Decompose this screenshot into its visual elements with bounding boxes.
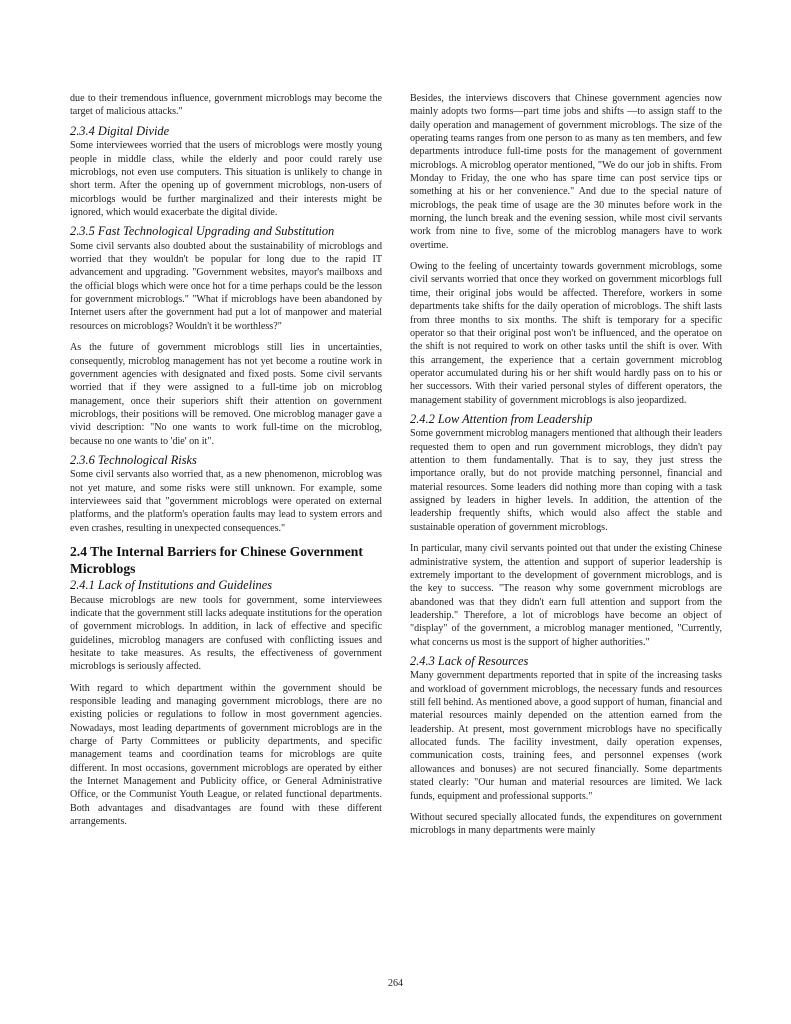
body-paragraph: Owing to the feeling of uncertainty towards government microblogs, some civil servants worried that once they worked on government micorblogs full time, their original jobs would be affected. Therefore, workers in some departments take shifts for the daily operation of microblogs. The shift lasts from three months to six months. The shift is temporary for a specific operator so that their original post won't be influenced, and the operatoe on the shift is not required to work on other tasks until the shift is over. With this arrangement, the experience that a certain government microblog operator accumulated during his or her shift would hardly pass on to his or her successors. With their varied personal styles of different operators, the management stability of government microblogs is also jeopardized. bbox=[410, 261, 722, 406]
body-paragraph: Some interviewees worried that the users of microblogs were mostly young people in middle class, while the elderly and poor could rarely use microblogs, not even use computers. This situation is unlikely to change in short term. After the opening up of government microblogs, non-users of micorblogs would be further marginalized and their interests might be ignored, which would exacerbate the digital divide. bbox=[70, 140, 382, 218]
body-paragraph: due to their tremendous influence, government microblogs may become the target of malicious attacks." bbox=[70, 93, 382, 118]
left-column bbox=[70, 92, 382, 828]
section-heading-2-4-1: 2.4.1 Lack of Institutions and Guidelines bbox=[70, 578, 273, 593]
body-paragraph: Some government microblog managers mentioned that although their leaders requested them to open and run government microblogs, they didn't pay attention to them fundamentally. That is to say, they just stress the importance orally, but do not provide matching personnel, financial and material resources. Some leaders did nothing more than coping with a task assigned by leaders in higher levels. In addition, the attention of the leadership frequently shifts, which would also affect the stable and sustainable operation of government microblogs. bbox=[410, 428, 722, 533]
body-paragraph: Without secured specially allocated funds, the expenditures on government microblogs in many departments were mainly bbox=[410, 811, 722, 837]
body-paragraph: Some civil servants also doubted about the sustainability of microblogs and worried that they wouldn't be popular for long due to the rapid IT advancement and upgrading. "Government websites, mayor's mailboxs and the official blogs which were once hot for a time perhaps could be the lesson for government microblogs." "What if microblogs have been abandoned by Internet users after the government had put a lot of manpower and material resources on microblogs? Wouldn't it be worthless?" bbox=[70, 240, 382, 332]
body-paragraph: Many government departments reported that in spite of the increasing tasks and workload of government microblogs, the necessary funds and resources still fell behind. As mentioned above, a good support of human, financial and material resources mainly depended on the attention earned from the leadership. At present, most government microblogs have no specifically allocated funds. The facility investment, daily operation expenses, communication costs, training fees, and personnel expenses (work allowances and bonuses) are not secured financially. Some departments stated clearly: "Our human and material resources are limited. We lack funds, equipment and professional supports." bbox=[410, 670, 722, 802]
body-paragraph: Because microblogs are new tools for government, some interviewees indicate that the government still lacks adequate institutions for the operation of government microblogs. In addition, in lack of effective and specific guidelines, microblog managers are confused with conflicting issues and hesitate to take measures. As results, the effectiveness of government microblogs is seriously affected. bbox=[70, 594, 382, 673]
page-number: 264 bbox=[388, 978, 403, 989]
section-heading-2-4-3: 2.4.3 Lack of Resources bbox=[410, 653, 529, 668]
body-paragraph: Besides, the interviews discovers that Chinese government agencies now mainly adopts two forms—part time jobs and shifts —to assign staff to the daily operation and management of government microblogs. The size of the operating teams ranges from one person to as many as ten members, and few departments introduce full-time posts for the management of government microblogs. A microblog operator mentioned, "We do our job in shifts. From Monday to Friday, the one who has spare time can post service tips or something at his or her convenience." And due to the special nature of microblogs, the peak time of usage are the 30 minutes before work in the morning, the lunch break and the evening session, while most civil servants work from nine to five, some of the microblog managers have to work overtime. bbox=[410, 93, 722, 251]
body-paragraph: In particular, many civil servants pointed out that under the existing Chinese administrative system, the attention and support of superior leadership is extremely important to the development of government microblogs, and is the key to success. "The reason why some government microblogs are abandoned was that they didn't earn full attention and support from the leadership." Therefore, a lot of microblogs have become an object of "display" of the government, a microblog manager mentioned, "Currently, what concerns us most is the support of higher authorities." bbox=[410, 543, 722, 648]
section-heading-2-3-5: 2.3.5 Fast Technological Upgrading and Substitution bbox=[70, 224, 335, 239]
right-column bbox=[410, 92, 722, 838]
body-paragraph: Some civil servants also worried that, as a new phenomenon, microblog was not yet mature, and some risks were still unknown. For example, some interviewees said that "government microblogs were operated on external platforms, and the platform's operation faults may lead to system errors and even crashes, resulting in unexpected consequences." bbox=[70, 469, 382, 534]
body-paragraph: As the future of government microblogs still lies in uncertainties, consequently, microblog management has not yet become a routine work in government agencies with designated and fixed posts. Some civil servants worried that if they were assigned to a full-time job on microblog management, once their superiors shift their attention on government microblogs, their positions will be removed. One microblog manager gave a vivid description: "No one wants to work full-time on the microblog, because no one wants to 'die' on it". bbox=[70, 342, 382, 447]
section-heading-2-4-2: 2.4.2 Low Attention from Leadership bbox=[410, 411, 593, 426]
section-heading-2-3-4: 2.3.4 Digital Divide bbox=[70, 123, 170, 138]
body-paragraph: With regard to which department within the government should be responsible leading and managing government microblogs, there are no existing policies or regulations to follow in most government agencies. Nowadays, most leading departments of government microblogs are in the charge of Party Committees or publicity departments, and specific management teams and coordination teams for microblogs are quite different. In most occasions, government microblogs are operated by either the Internet Management and Publicity office, or General Administrative Office, or the Communist Youth League, or related functional departments. Both advantages and disadvantages are found with these different arrangements. bbox=[70, 682, 382, 828]
section-heading-2-3-6: 2.3.6 Technological Risks bbox=[70, 452, 197, 467]
section-heading-2-4: 2.4 The Internal Barriers for Chinese Government Microblogs bbox=[70, 544, 363, 577]
